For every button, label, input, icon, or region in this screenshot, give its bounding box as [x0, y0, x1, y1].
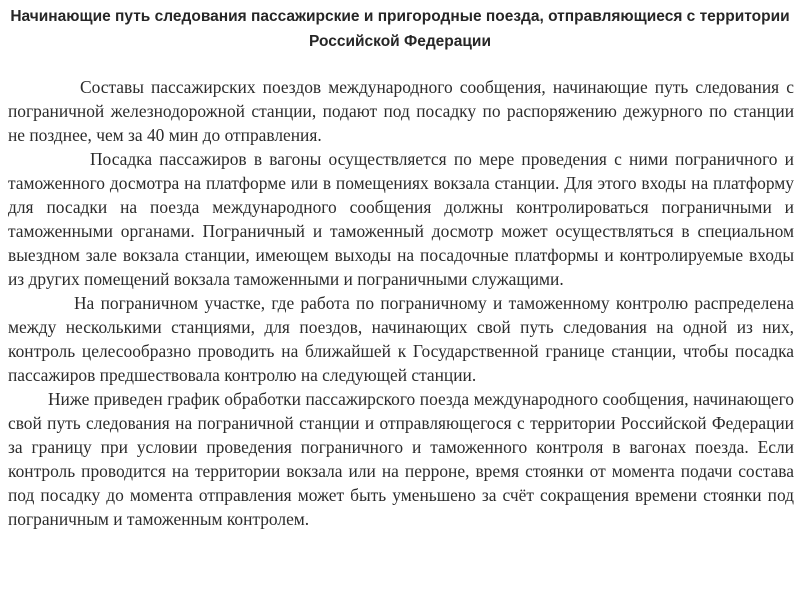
paragraph-train-dispatch: Составы пассажирских поездов международного сообщения, начинающие путь следования с пограничной железнодорожной станции, подают под посадку по распоряжению дежурного по станции не позднее, чем за 40 мин до отправления. — [8, 77, 794, 145]
page-title: Начинающие путь следования пассажирские и пригородные поезда, отправляющиеся с территории Российской Федерации — [10, 8, 790, 50]
paragraph-boarding-inspection: Посадка пассажиров в вагоны осуществляется по мере проведения с ними пограничного и таможенного досмотра на платформе или в помещениях вокзала станции. Для этого входы на платформу для посадки на поезда международного сообщения должны контролироваться пограничными и таможенными органами. Пограничный и таможенный досмотр может осуществляться в специальном выездном зале вокзала станции, имеющем выходы на посадочные платформы и контролируемые входы из других помещений вокзала таможенными и пограничными служащими. — [8, 149, 794, 289]
paragraph-border-section: На пограничном участке, где работа по пограничному и таможенному контролю распределена между несколькими станциями, для поездов, начинающих свой путь следования на одной из них, контроль целесообразно проводить на ближайшей к Государственной границе станции, чтобы посадка пассажиров предшествовала контролю на следующей станции. — [8, 293, 794, 385]
body-text — [8, 75, 794, 531]
paragraph-processing-schedule: Ниже приведен график обработки пассажирского поезда международного сообщения, начинающего свой путь следования на пограничной станции и отправляющегося с территории Российской Федерации за границу при условии проведения пограничного и таможенного контроля в вагонах поезда. Если контроль проводится на территории вокзала или на перроне, время стоянки от момента подачи состава под посадку до момента отправления может быть уменьшено за счёт сокращения времени стоянки под пограничным и таможенным контролем. — [8, 389, 794, 529]
